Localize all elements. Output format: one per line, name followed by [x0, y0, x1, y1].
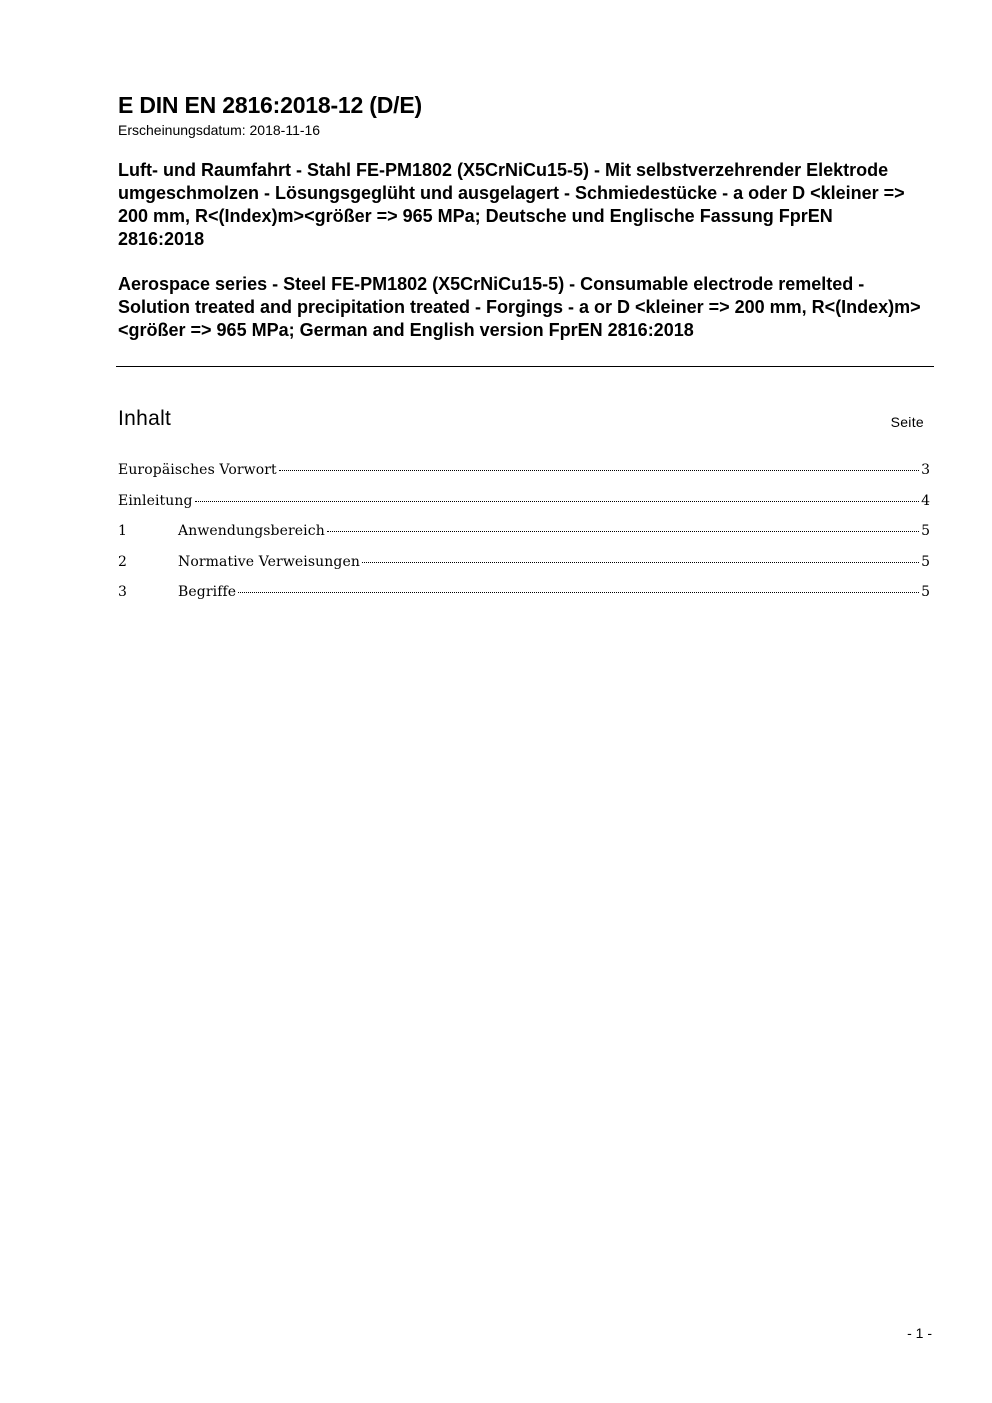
title-german: Luft- und Raumfahrt - Stahl FE-PM1802 (X5CrNiCu15-5) - Mit selbstverzehrender Elektrode umgeschmolzen - Lösungsgeglüht und ausgelagert - Schmiedestücke - a oder D <kleiner => 200 mm, R<(Index)m><größer => 965 MPa; Deutsche und Englische Fassung FprEN 2816:2018: [118, 160, 905, 249]
toc-dot-leader: [195, 501, 920, 502]
toc-entry-page: 4: [921, 492, 930, 509]
toc-entry-normative-verweisungen[interactable]: [118, 554, 930, 585]
toc-entry-einleitung[interactable]: [118, 493, 930, 524]
toc-entry-label: Normative Verweisungen: [178, 553, 360, 570]
toc-entry-label: Europäisches Vorwort: [118, 462, 277, 478]
toc-entry-label: Einleitung: [118, 492, 193, 509]
toc-dot-leader: [362, 562, 919, 563]
toc-entry-page: 3: [921, 462, 930, 478]
toc-entry-label: Begriffe: [178, 584, 237, 600]
toc-dot-leader: [238, 592, 919, 593]
toc-heading: Inhalt: [118, 407, 172, 430]
toc-entry-page: 5: [921, 584, 930, 600]
table-of-contents: [118, 462, 930, 615]
toc-entry-number: 3: [118, 584, 127, 600]
toc-entry-label: Anwendungsbereich: [178, 523, 325, 539]
toc-page-column-label: Seite: [890, 414, 924, 430]
toc-entry-number: 2: [118, 553, 127, 570]
publication-date: Erscheinungsdatum: 2018-11-16: [118, 122, 321, 138]
toc-entry-number: 1: [118, 523, 127, 539]
toc-dot-leader: [327, 531, 919, 532]
toc-entry-europaeisches-vorwort[interactable]: [118, 462, 930, 493]
toc-entry-page: 5: [921, 523, 930, 539]
toc-dot-leader: [279, 470, 919, 471]
toc-entry-page: 5: [921, 553, 930, 570]
title-english: Aerospace series - Steel FE-PM1802 (X5CrNiCu15-5) - Consumable electrode remelted - Solution treated and precipitation treated - Forgings - a or D <kleiner => 200 mm, R<(Index)m> <größer => 965 MPa; German and English version FprEN 2816:2018: [118, 274, 921, 340]
document-title: E DIN EN 2816:2018-12 (D/E): [118, 92, 422, 118]
toc-entry-anwendungsbereich[interactable]: [118, 523, 930, 554]
header-divider: [116, 366, 934, 367]
toc-entry-begriffe[interactable]: [118, 584, 930, 615]
page-number: - 1 -: [907, 1325, 932, 1341]
